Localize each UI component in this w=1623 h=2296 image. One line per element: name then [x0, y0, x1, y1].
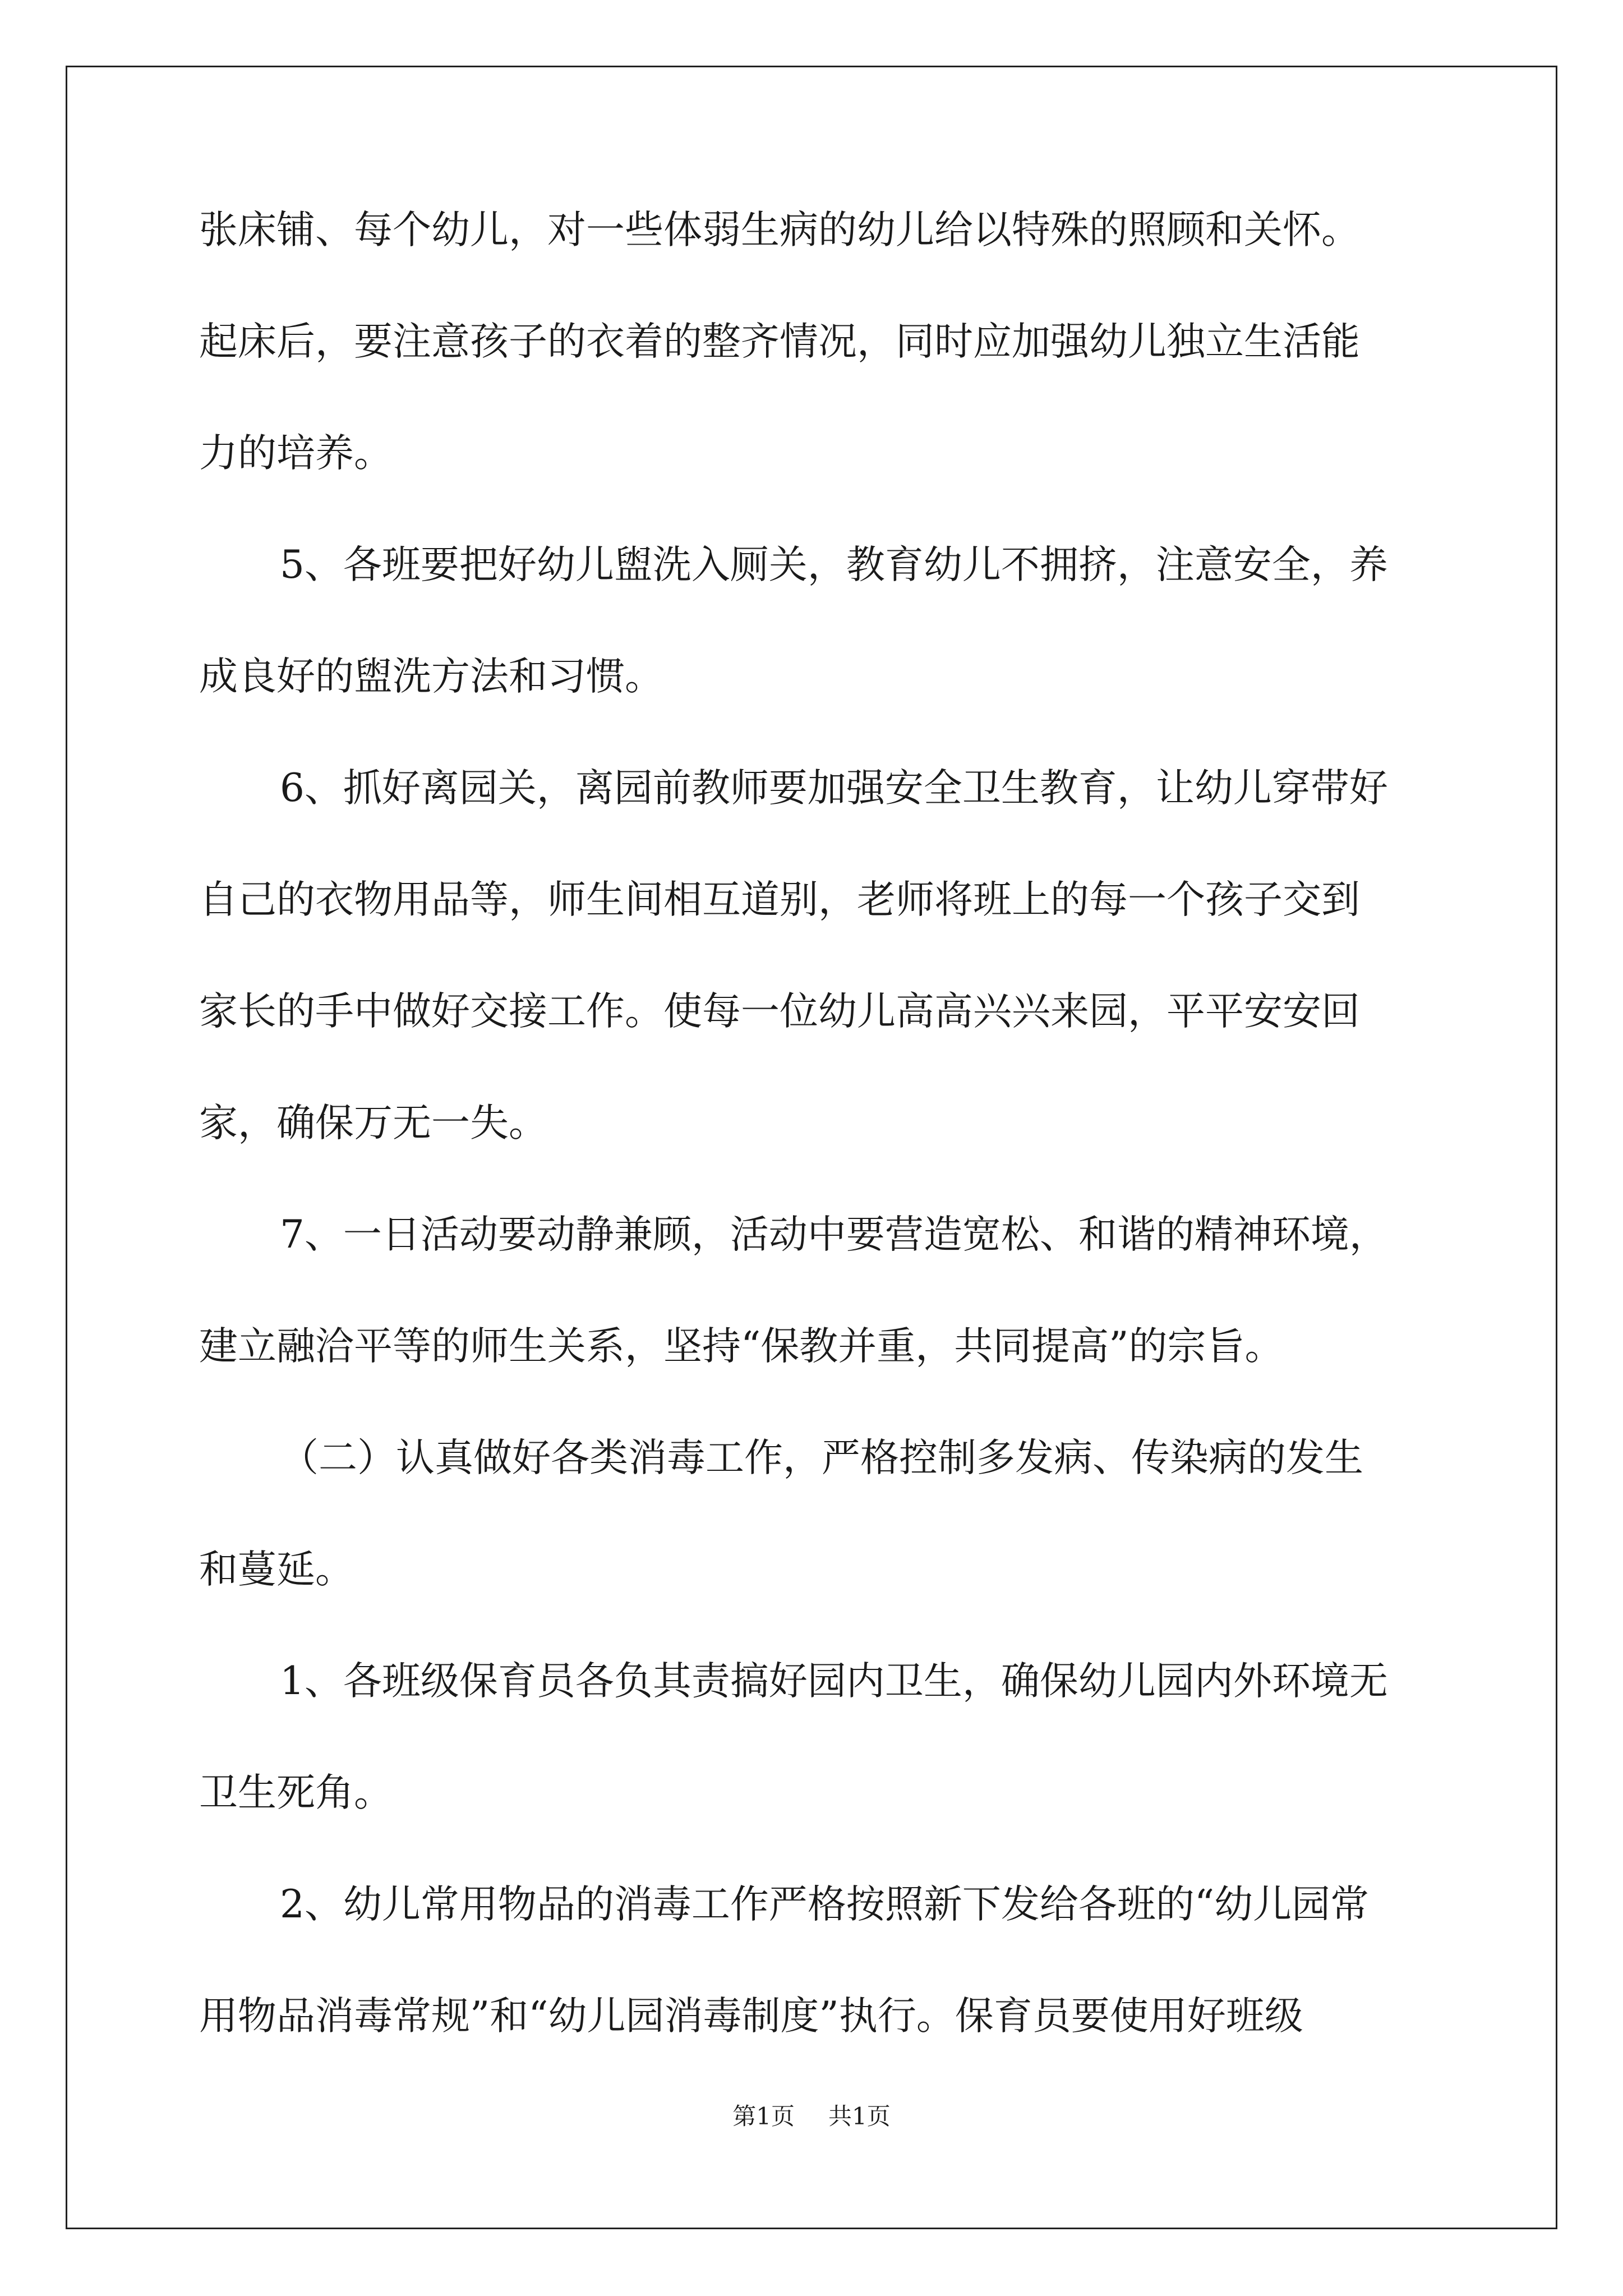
text-line: 7、一日活动要动静兼顾，活动中要营造宽松、和谐的精神环境， [280, 1212, 1388, 1257]
text-line: 力的培养。 [199, 431, 393, 476]
text-line: 家长的手中做好交接工作。使每一位幼儿高高兴兴来园，平平安安回 [199, 989, 1360, 1034]
page-total: 共1页 [828, 2102, 891, 2130]
text-line: 家，确保万无一失。 [199, 1101, 547, 1145]
text-line: 自己的衣物用品等，师生间相互道别，老师将班上的每一个孩子交到 [199, 877, 1360, 922]
text-line: 张床铺、每个幼儿，对一些体弱生病的幼儿给以特殊的照顾和关怀。 [199, 208, 1360, 252]
text-line: 用物品消毒常规”和“幼儿园消毒制度”执行。保育员要使用好班级 [199, 1994, 1303, 2039]
text-line: 2、幼儿常用物品的消毒工作严格按照新下发给各班的“幼儿园常 [280, 1882, 1370, 1927]
text-line: 起床后，要注意孩子的衣着的整齐情况，同时应加强幼儿独立生活能 [199, 319, 1360, 364]
text-line: 5、各班要把好幼儿盥洗入厕关，教育幼儿不拥挤，注意安全，养 [280, 542, 1388, 587]
page-footer [0, 2098, 1623, 2132]
text-line: 1、各班级保育员各负其责搞好园内卫生，确保幼儿园内外环境无 [280, 1659, 1388, 1704]
text-line: 成良好的盥洗方法和习惯。 [199, 654, 663, 699]
text-line: 建立融洽平等的师生关系，坚持“保教并重，共同提高”的宗旨。 [199, 1324, 1284, 1369]
text-line: （二）认真做好各类消毒工作，严格控制多发病、传染病的发生 [280, 1435, 1363, 1480]
text-line: 6、抓好离园关，离园前教师要加强安全卫生教育，让幼儿穿带好 [280, 766, 1388, 811]
text-line: 卫生死角。 [199, 1770, 393, 1815]
text-line: 和蔓延。 [199, 1547, 354, 1592]
page-number: 第1页 [732, 2102, 795, 2130]
